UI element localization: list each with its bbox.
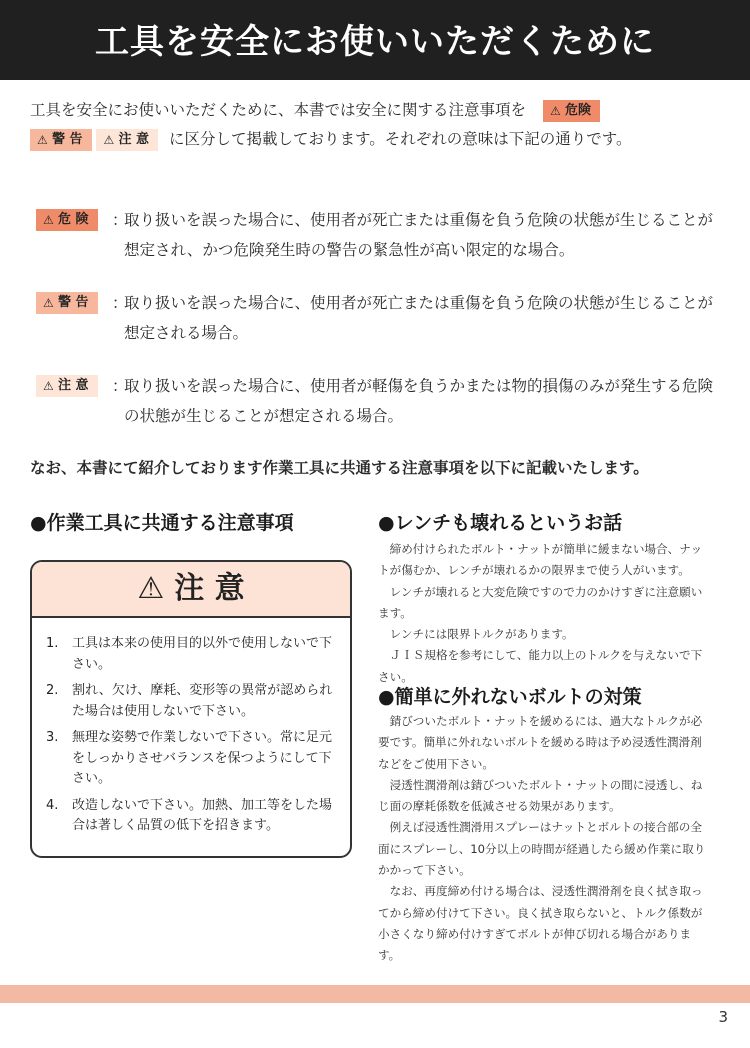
intro-text-2: に区分して掲載しております。それぞれの意味は下記の通りです。 — [168, 130, 632, 148]
caution-badge-inline: ⚠ 注 意 — [96, 129, 158, 151]
paragraph: 例えば浸透性潤滑用スプレーはナットとボルトの接合部の全面にスプレーし、10分以上の時間が経過したら緩め作業に取りかかって下さい。 — [378, 820, 706, 878]
warning-triangle-icon: ⚠ — [137, 571, 165, 606]
caution-box-header — [32, 562, 350, 618]
warning-triangle-icon: ⚠ — [43, 213, 54, 227]
warning-triangle-icon: ⚠ — [549, 103, 561, 118]
intro-text-1: 工具を安全にお使いいただくために、本書では安全に関する注意事項を — [30, 101, 527, 119]
page-number: 3 — [718, 1008, 728, 1026]
list-item: 4. 改造しないで下さい。加熱、加工等をした場合は著しく品質の低下を招きます。 — [46, 797, 333, 833]
warning-triangle-icon: ⚠ — [43, 379, 54, 393]
paragraph: なお、再度締め付ける場合は、浸透性潤滑剤を良く拭き取ってから締め付けて下さい。良く拭き取らないと、トルク係数が小さくなり締め付けすぎてボルトが伸び切れる場合があります。 — [378, 884, 703, 963]
paragraph: レンチには限界トルクがあります。 — [389, 627, 574, 642]
definition-colon: ： — [112, 294, 128, 312]
paragraph: 錆びついたボルト・ナットを緩めるには、過大なトルクが必要です。簡単に外れないボルトを緩める時は予め浸透性潤滑剤などをご使用下さい。 — [378, 714, 703, 771]
warning-badge: ⚠ 警 告 — [36, 292, 98, 314]
section-heading-common-cautions: ●作業工具に共通する注意事項 — [30, 512, 294, 534]
list-item: 2. 割れ、欠け、摩耗、変形等の異常が認められた場合は使用しないで下さい。 — [46, 683, 333, 719]
note-line: なお、本書にて紹介しております作業工具に共通する注意事項を以下に記載いたします。 — [30, 459, 649, 477]
caution-box — [30, 560, 352, 858]
section-heading-wrench: ●レンチも壊れるというお話 — [378, 512, 623, 534]
warning-triangle-icon: ⚠ — [103, 132, 115, 147]
section-heading-bolt: ●簡単に外れないボルトの対策 — [378, 686, 642, 708]
danger-badge-inline: ⚠ 危険 — [543, 100, 600, 122]
intro-paragraph — [30, 96, 730, 154]
footer-bar — [0, 985, 750, 1003]
list-item: 3. 無理な姿勢で作業しないで下さい。常に足元をしっかりさせバランスを保つようにして下さい。 — [46, 730, 333, 786]
caution-list — [32, 618, 350, 837]
paragraph: 浸透性潤滑剤は錆びついたボルト・ナットの間に浸透し、ねじ面の摩耗係数を低減させる効果があります。 — [378, 777, 703, 814]
caution-box-title: 注 意 — [174, 571, 245, 606]
warning-triangle-icon: ⚠ — [43, 296, 54, 310]
definition-colon: ： — [112, 377, 128, 395]
paragraph: レンチが壊れると大変危険ですので力のかけすぎに注意願います。 — [378, 584, 703, 620]
page-title: 工具を安全にお使いいただくために — [95, 22, 655, 62]
paragraph: ＪＩＳ規格を参考にして、能力以上のトルクを与えないで下さい。 — [378, 648, 703, 684]
paragraph: 締め付けられたボルト・ナットが簡単に緩まない場合、ナットが傷むか、レンチが壊れるかの限界まで使う人がいます。 — [378, 542, 703, 578]
definition-text: 取り扱いを誤った場合に、使用者が死亡または重傷を負う危険の状態が生じることが想定され、かつ危険発生時の警告の緊急性が高い限定的な場合。 — [124, 211, 714, 259]
bolt-section-body — [378, 711, 713, 967]
warning-triangle-icon: ⚠ — [37, 132, 48, 147]
list-item: 1. 工具は本来の使用目的以外で使用しないで下さい。 — [46, 636, 333, 672]
warning-badge-inline: ⚠ 警 告 — [30, 129, 92, 151]
caution-badge: ⚠ 注 意 — [36, 375, 98, 397]
wrench-section-body — [378, 539, 713, 688]
definition-text: 取り扱いを誤った場合に、使用者が死亡または重傷を負う危険の状態が生じることが想定される場合。 — [124, 294, 714, 342]
danger-badge: ⚠ 危 険 — [36, 209, 98, 231]
definition-colon: ： — [112, 211, 128, 229]
definition-text: 取り扱いを誤った場合に、使用者が軽傷を負うかまたは物的損傷のみが発生する危険の状態が生じることが想定される場合。 — [124, 377, 714, 425]
